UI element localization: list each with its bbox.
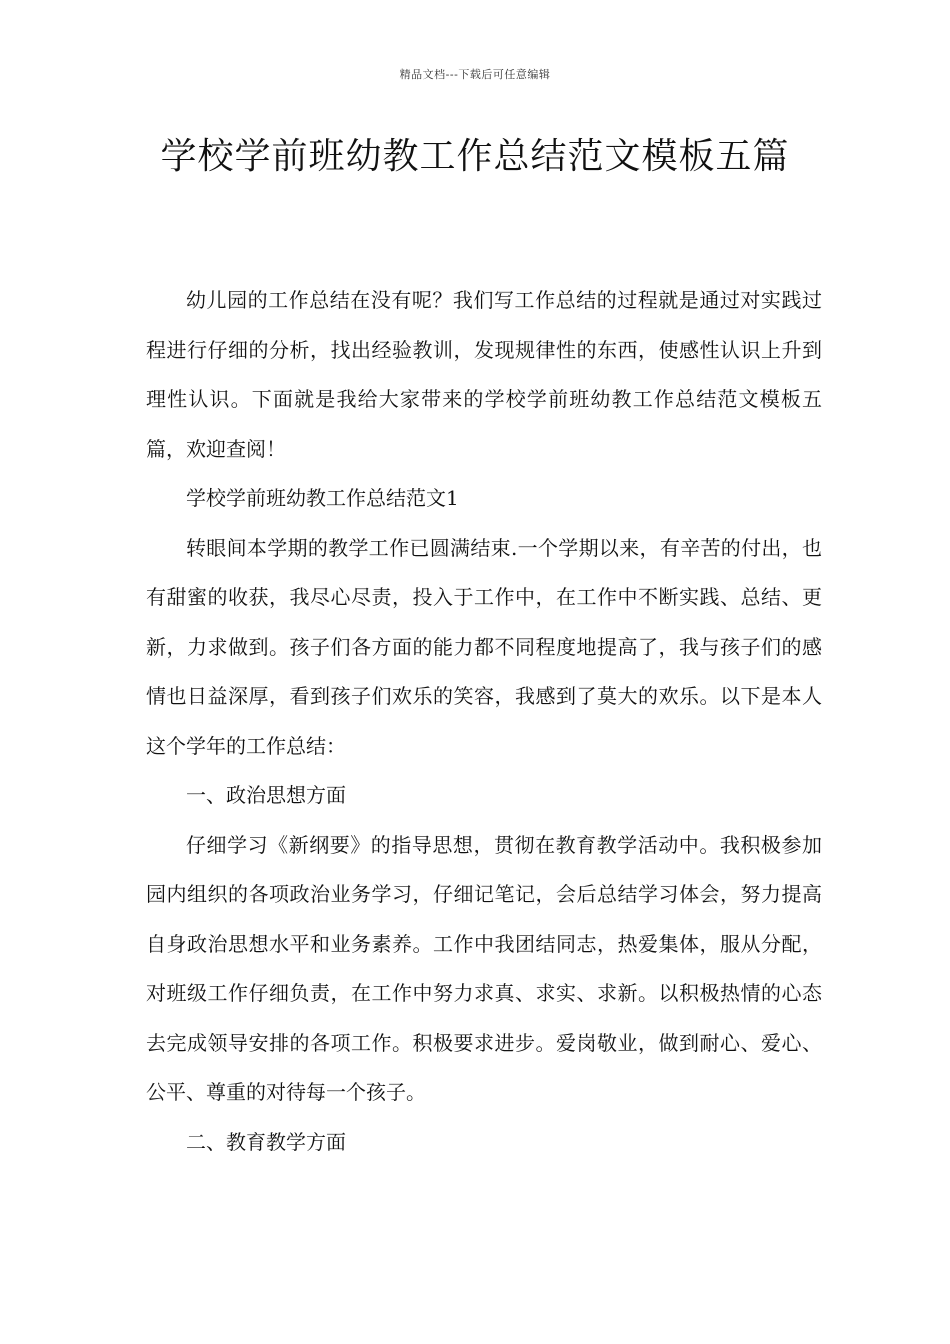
body-paragraph-political: 仔细学习《新纲要》的指导思想，贯彻在教育教学活动中。我积极参加园内组织的各项政治业务学习，仔细记笔记，会后总结学习体会，努力提高自身政治思想水平和业务素养。工作中我团结同志，热爱集体，服从分配，对班级工作仔细负责，在工作中努力求真、求实、求新。以积极热情的心态去完成领导安排的各项工作。积极要求进步。爱岗敬业，做到耐心、爱心、公平、尊重的对待每一个孩子。 [146,832,822,1104]
section-heading-sample-1: 学校学前班幼教工作总结范文1 [186,486,459,510]
document-body [146,276,822,1167]
intro-paragraph: 幼儿园的工作总结在没有呢？我们写工作总结的过程就是通过对实践过程进行仔细的分析，找出经验教训，发现规律性的东西，使感性认识上升到理性认识。下面就是我给大家带来的学校学前班幼教工作总结范文模板五篇，欢迎查阅！ [146,288,822,461]
document-title: 学校学前班幼教工作总结范文模板五篇 [160,136,790,177]
section-heading-political: 一、政治思想方面 [186,783,346,807]
header-note: 精品文档---下载后可任意编辑 [399,68,551,81]
body-paragraph-opening: 转眼间本学期的教学工作已圆满结束.一个学期以来，有辛苦的付出，也有甜蜜的收获，我尽心尽责，投入于工作中，在工作中不断实践、总结、更新，力求做到。孩子们各方面的能力都不同程度地提高了，我与孩子们的感情也日益深厚，看到孩子们欢乐的笑容，我感到了莫大的欢乐。以下是本人这个学年的工作总结： [146,535,822,758]
section-heading-teaching: 二、教育教学方面 [186,1129,346,1154]
